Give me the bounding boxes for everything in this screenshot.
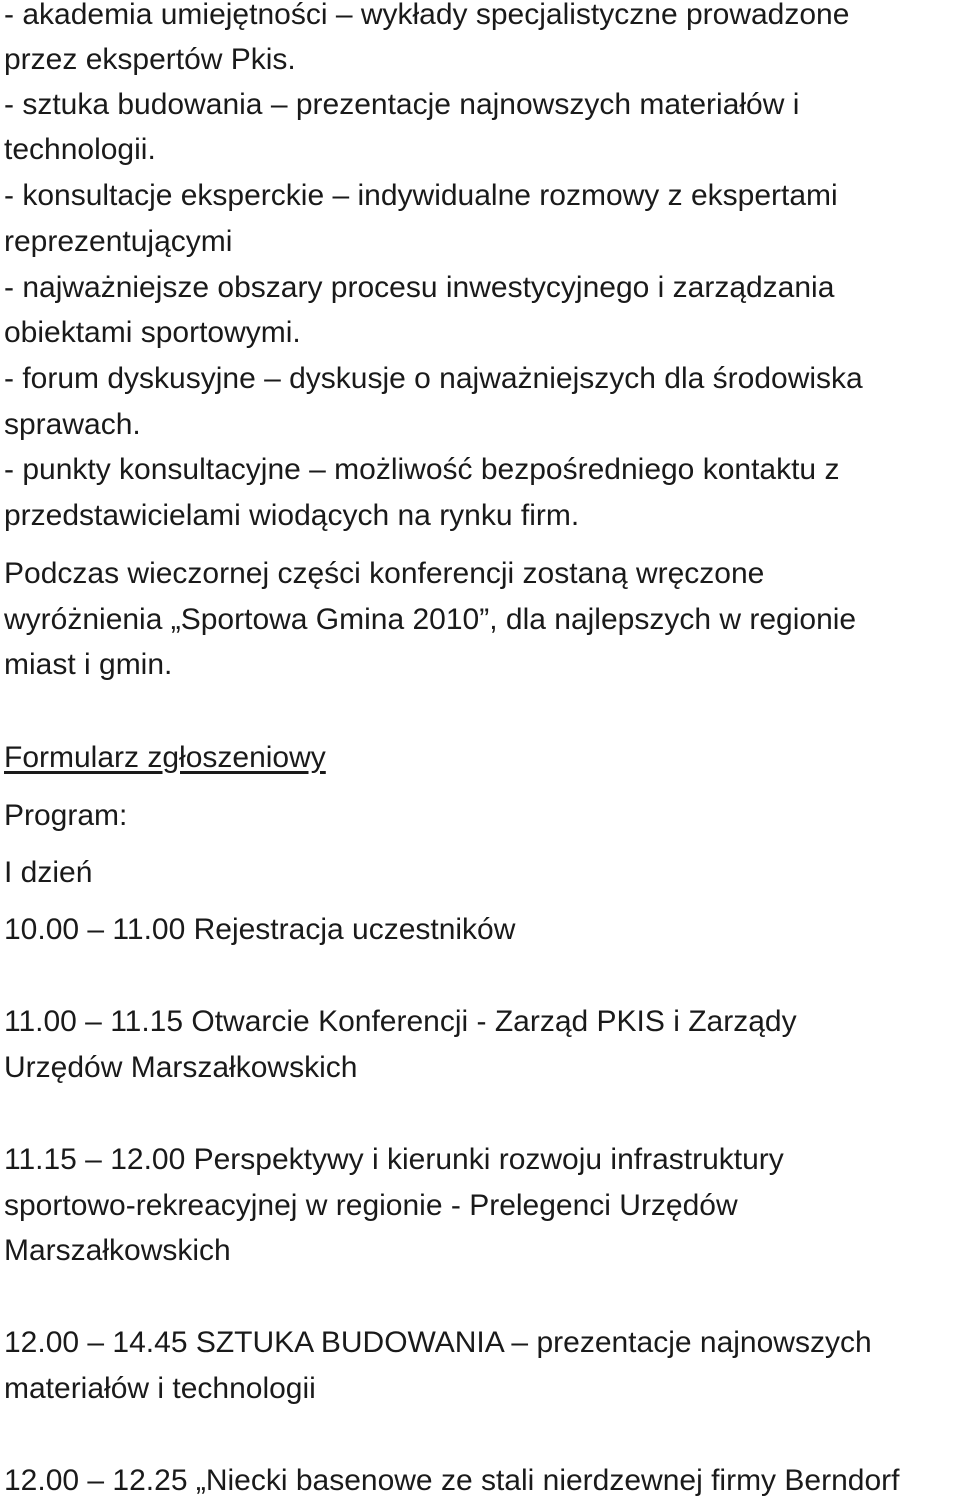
schedule-item-2-line-1: 11.00 – 11.15 Otwarcie Konferencji - Zarząd PKIS i Zarządy bbox=[4, 1005, 797, 1038]
bullet-konsultacje-line-1: - konsultacje eksperckie – indywidualne rozmowy z ekspertami bbox=[4, 179, 838, 212]
schedule-item-2-line-2: Urzędów Marszałkowskich bbox=[4, 1051, 358, 1084]
bullet-forum-line-2: sprawach. bbox=[4, 408, 141, 441]
bullet-sztuka-line-2: technologii. bbox=[4, 133, 156, 166]
form-link[interactable]: Formularz zgłoszeniowy bbox=[4, 741, 326, 774]
schedule-item-3-line-1: 11.15 – 12.00 Perspektywy i kierunki rozwoju infrastruktury bbox=[4, 1143, 784, 1176]
bullet-sztuka-line-1: - sztuka budowania – prezentacje najnowszych materiałów i bbox=[4, 88, 800, 121]
bullet-punkty-line-2: przedstawicielami wiodących na rynku firm. bbox=[4, 499, 580, 532]
program-label: Program: bbox=[4, 799, 128, 832]
bullet-akademia-line-1: - akademia umiejętności – wykłady specjalistyczne prowadzone bbox=[4, 0, 850, 31]
bullet-obszary-line-1: - najważniejsze obszary procesu inwestycyjnego i zarządzania bbox=[4, 271, 835, 304]
paragraph-line-3: miast i gmin. bbox=[4, 648, 173, 681]
paragraph-line-2: wyróżnienia „Sportowa Gmina 2010”, dla najlepszych w regionie bbox=[4, 603, 857, 636]
bullet-punkty-line-1: - punkty konsultacyjne – możliwość bezpośredniego kontaktu z bbox=[4, 453, 840, 486]
schedule-item-3-line-2: sportowo-rekreacyjnej w regionie - Prelegenci Urzędów bbox=[4, 1189, 738, 1222]
schedule-item-5-line-1: 12.00 – 12.25 „Niecki basenowe ze stali nierdzewnej firmy Berndorf bbox=[4, 1464, 900, 1497]
schedule-item-1-line-1: 10.00 – 11.00 Rejestracja uczestników bbox=[4, 913, 516, 946]
schedule-item-4-line-1: 12.00 – 14.45 SZTUKA BUDOWANIA – prezentacje najnowszych bbox=[4, 1326, 872, 1359]
bullet-forum-line-1: - forum dyskusyjne – dyskusje o najważniejszych dla środowiska bbox=[4, 362, 863, 395]
schedule-item-4-line-2: materiałów i technologii bbox=[4, 1372, 316, 1405]
bullet-obszary-line-2: obiektami sportowymi. bbox=[4, 316, 301, 349]
paragraph-line-1: Podczas wieczornej części konferencji zostaną wręczone bbox=[4, 557, 765, 590]
day-label: I dzień bbox=[4, 856, 93, 889]
schedule-item-3-line-3: Marszałkowskich bbox=[4, 1234, 231, 1267]
bullet-konsultacje-line-2: reprezentującymi bbox=[4, 225, 233, 258]
bullet-akademia-line-2: przez ekspertów Pkis. bbox=[4, 43, 296, 76]
